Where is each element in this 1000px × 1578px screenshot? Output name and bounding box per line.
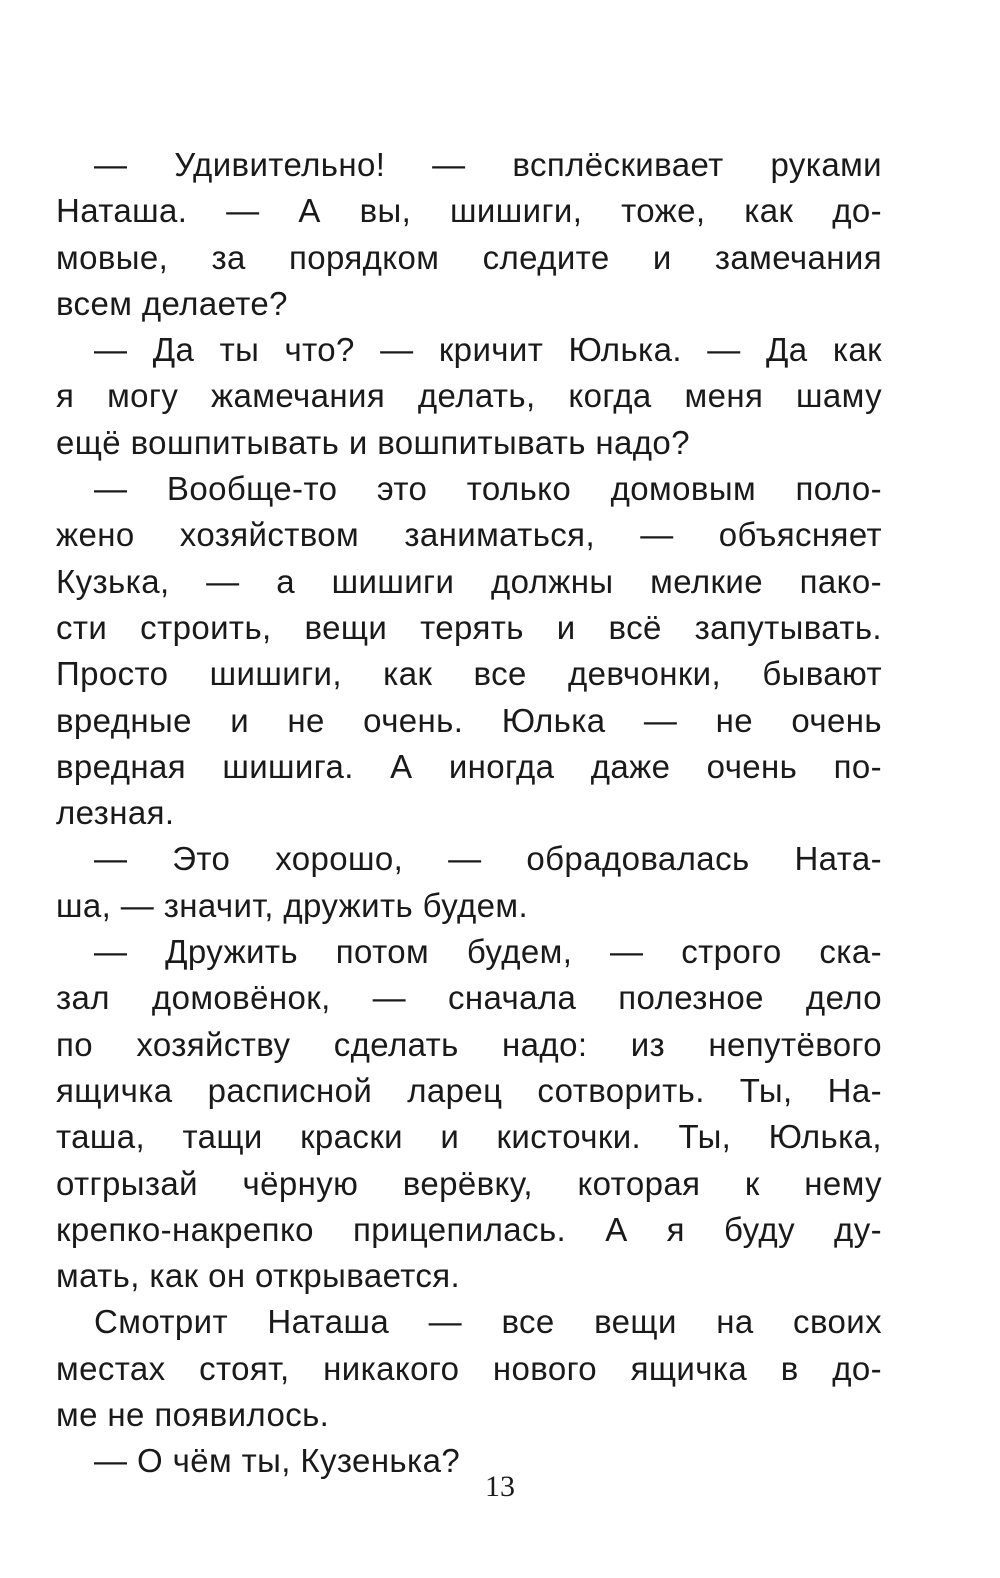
text-line: Смотрит Наташа — все вещи на своих bbox=[94, 1303, 882, 1341]
text-line: — Это хорошо, — обрадовалась Ната- bbox=[94, 840, 882, 878]
text-line: мать, как он открывается. bbox=[56, 1257, 461, 1295]
text-line: крепко-накрепко прицепилась. А я буду ду- bbox=[56, 1210, 882, 1248]
text-line: я могу жамечания делать, когда меня шаму bbox=[56, 377, 882, 415]
text-line: местах стоят, никакого нового ящичка в до- bbox=[56, 1349, 882, 1387]
text-line: по хозяйству сделать надо: из непутёвого bbox=[56, 1025, 882, 1063]
text-line: — Да ты что? — кричит Юлька. — Да как bbox=[94, 331, 882, 369]
text-line: таша, тащи краски и кисточки. Ты, Юлька, bbox=[56, 1118, 882, 1156]
text-line: ша, — значит, дружить будем. bbox=[56, 886, 529, 924]
text-line: сти строить, вещи терять и всё запутывать. bbox=[56, 608, 882, 646]
text-line: жено хозяйством заниматься, — объясняет bbox=[56, 516, 882, 554]
text-line: отгрызай чёрную верёвку, которая к нему bbox=[56, 1164, 882, 1202]
text-line: вредная шишига. А иногда даже очень по- bbox=[56, 747, 882, 785]
text-line: Просто шишиги, как все девчонки, бывают bbox=[56, 655, 882, 693]
text-line: Кузька, — а шишиги должны мелкие пако- bbox=[56, 562, 882, 600]
text-line: Наташа. — А вы, шишиги, тоже, как до- bbox=[56, 192, 882, 230]
text-line: — О чём ты, Кузенька? bbox=[94, 1442, 461, 1480]
text-line: — Удивительно! — всплёскивает руками bbox=[94, 146, 882, 183]
text-line: всем делаете? bbox=[56, 284, 288, 322]
text-line: зал домовёнок, — сначала полезное дело bbox=[56, 979, 882, 1017]
text-line: лезная. bbox=[56, 794, 175, 832]
body-text bbox=[56, 142, 882, 1485]
text-line: ещё вошпитывать и вошпитывать надо? bbox=[56, 423, 690, 461]
text-line: ме не появилось. bbox=[56, 1396, 330, 1434]
text-line: мовые, за порядком следите и замечания bbox=[56, 238, 882, 276]
text-line: вредные и не очень. Юлька — не очень bbox=[56, 701, 882, 739]
text-line: ящичка расписной ларец сотворить. Ты, На- bbox=[56, 1071, 882, 1109]
page-number: 13 bbox=[485, 1470, 515, 1503]
text-line: — Дружить потом будем, — строго ска- bbox=[94, 933, 882, 971]
text-line: — Вообще-то это только домовым поло- bbox=[94, 470, 882, 508]
